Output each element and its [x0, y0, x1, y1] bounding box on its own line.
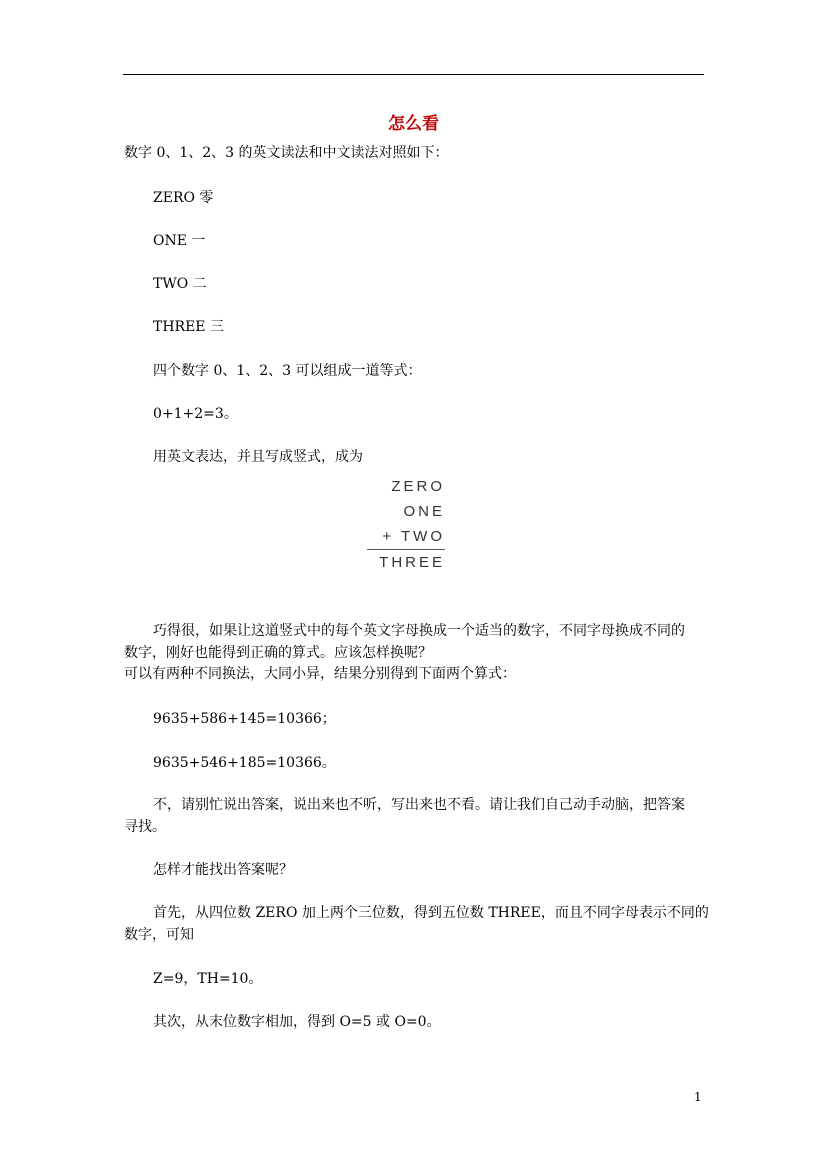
equation-intro: 四个数字 0、1、2、3 可以组成一道等式： [153, 363, 422, 379]
vertical-line-plus-two: + TWO [367, 524, 445, 550]
header-rule [123, 74, 704, 75]
answer-1: 9635+586+145=10366； [153, 711, 336, 727]
pair-one: ONE 一 [153, 233, 206, 249]
vertical-line-three: THREE [379, 554, 445, 571]
dont-line-2: 寻找。 [124, 819, 166, 835]
puzzle-line-1: 巧得很，如果让这道竖式中的每个英文字母换成一个适当的数字，不同字母换成不同的 [153, 623, 685, 639]
dont-line-1: 不，请别忙说出答案，说出来也不听，写出来也不看。请让我们自己动手动脑，把答案 [153, 797, 685, 813]
page-title: 怎么看 [388, 114, 439, 134]
answer-2: 9635+546+185=10366。 [153, 755, 336, 771]
pair-two: TWO 二 [153, 276, 207, 292]
two-ways-paragraph: 可以有两种不同换法，大同小异，结果分别得到下面两个算式： [124, 666, 516, 682]
second-paragraph: 其次，从末位数字相加，得到 O=5 或 O=0。 [153, 1014, 441, 1030]
page-number: 1 [694, 1090, 702, 1104]
first-line-2: 数字，可知 [124, 927, 194, 943]
pair-three: THREE 三 [153, 319, 224, 335]
vertical-intro: 用英文表达，并且写成竖式，成为 [153, 449, 363, 465]
equation: 0+1+2=3。 [153, 406, 238, 422]
intro-paragraph: 数字 0、1、2、3 的英文读法和中文读法对照如下： [124, 145, 449, 161]
result-1: Z=9，TH=10。 [153, 971, 263, 987]
puzzle-line-2: 数字，刚好也能得到正确的算式。应该怎样换呢？ [124, 645, 432, 661]
pair-zero: ZERO 零 [153, 190, 214, 206]
how-question: 怎样才能找出答案呢？ [153, 862, 293, 878]
vertical-line-one: ONE [403, 503, 445, 520]
first-line-1: 首先，从四位数 ZERO 加上两个三位数，得到五位数 THREE，而且不同字母表示不同的 [153, 905, 709, 921]
vertical-sum [367, 474, 445, 575]
vertical-line-zero: ZERO [391, 478, 445, 495]
